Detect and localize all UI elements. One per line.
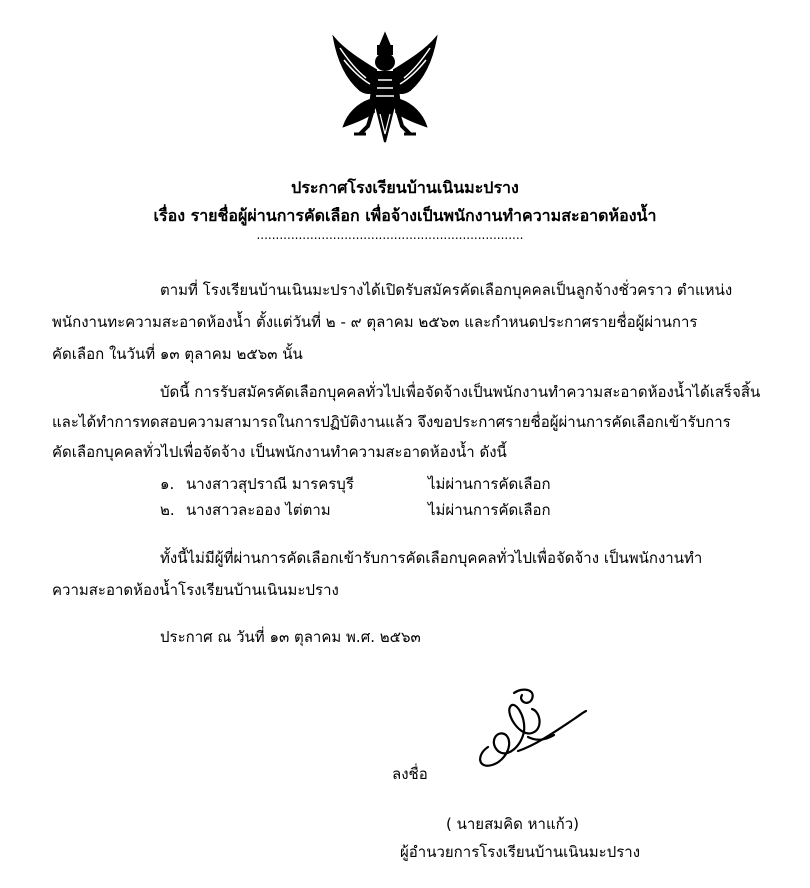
garuda-emblem-icon — [330, 30, 440, 150]
paragraph3-line2: ความสะอาดห้องน้ำโรงเรียนบ้านเนินมะปราง — [52, 581, 339, 599]
paragraph1-line3: คัดเลือก ในวันที่ ๑๓ ตุลาคม ๒๕๖๓ นั้น — [52, 345, 303, 363]
paragraph2-line2: และได้ทำการทดสอบความสามารถในการปฏิบัติงานแล้ว จึงขอประกาศรายชื่อผู้ผ่านการคัดเลือกเข้ารับการ — [52, 413, 731, 431]
title-divider: ...................................................................... — [256, 228, 524, 242]
candidate-number: ๑. — [160, 475, 175, 493]
candidate-name: นางสาวสุปราณี มารครบุรี — [186, 475, 354, 493]
paragraph2-line1: บัดนี้ การรับสมัครคัดเลือกบุคคลทั่วไปเพื่อจัดจ้างเป็นพนักงานทำความสะอาดห้องน้ำได้เสร็จสิ้น — [160, 383, 761, 401]
announcement-date: ประกาศ ณ วันที่ ๑๓ ตุลาคม พ.ศ. ๒๕๖๓ — [160, 628, 421, 646]
candidate-name: นางสาวละออง ไต่ตาม — [186, 501, 331, 519]
signatory-position: ผู้อำนวยการโรงเรียนบ้านเนินมะปราง — [400, 843, 641, 861]
signatory-name: ( นายสมคิด หาแก้ว) — [446, 815, 580, 833]
candidate-result: ไม่ผ่านการคัดเลือก — [428, 501, 551, 519]
paragraph2-line3: คัดเลือกบุคคลทั่วไปเพื่อจัดจ้าง เป็นพนักงานทำความสะอาดห้องน้ำ ดังนี้ — [52, 443, 507, 461]
candidate-number: ๒. — [160, 501, 175, 519]
paragraph1-line1: ตามที่ โรงเรียนบ้านเนินมะปรางได้เปิดรับสมัครคัดเลือกบุคคลเป็นลูกจ้างชั่วคราว ตำแหน่ง — [160, 281, 733, 299]
paragraph3-line1: ทั้งนี้ไม่มีผู้ที่ผ่านการคัดเลือกเข้ารับการคัดเลือกบุคคลทั่วไปเพื่อจัดจ้าง เป็นพนักงานทำ — [160, 549, 703, 567]
document-subject: เรื่อง รายชื่อผู้ผ่านการคัดเลือก เพื่อจ้างเป็นพนักงานทำความสะอาดห้องน้ำ — [153, 206, 657, 225]
document-title: ประกาศโรงเรียนบ้านเนินมะปราง — [291, 178, 519, 197]
candidate-result: ไม่ผ่านการคัดเลือก — [428, 475, 551, 493]
signature-image — [470, 685, 590, 775]
sign-label: ลงชื่อ — [392, 765, 428, 783]
paragraph1-line2: พนักงานทะความสะอาดห้องน้ำ ตั้งแต่วันที่ ๒ - ๙ ตุลาคม ๒๕๖๓ และกำหนดประกาศรายชื่อผู้ผ่านการ — [52, 313, 698, 331]
